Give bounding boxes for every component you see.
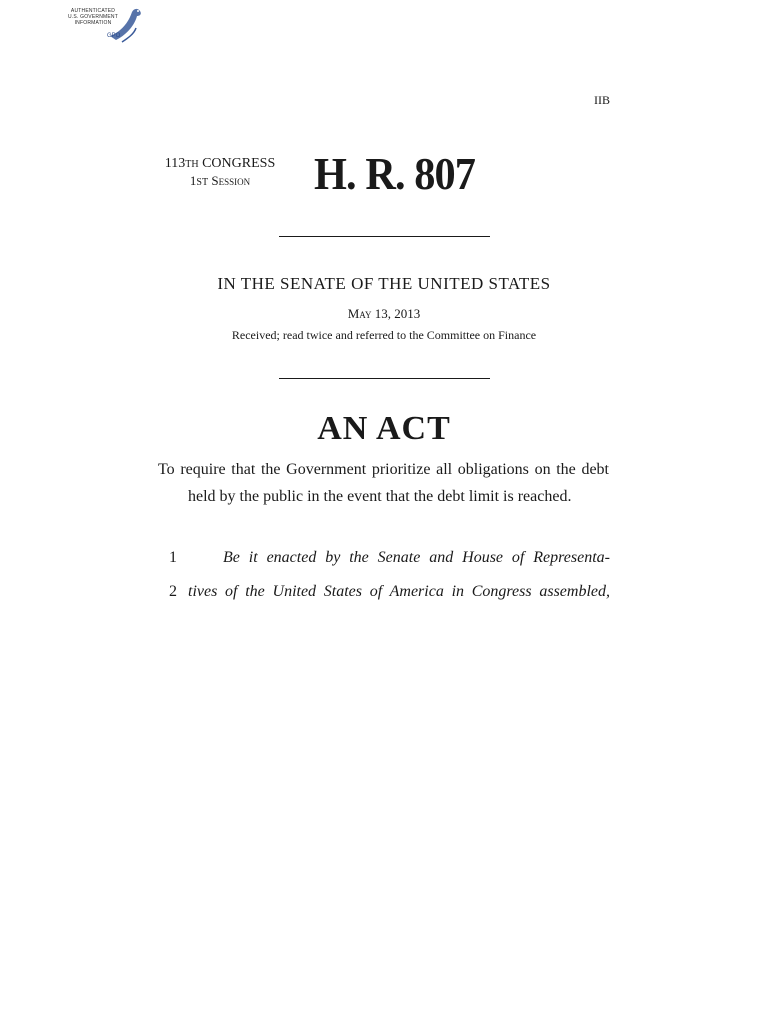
session-suffix: ST — [196, 177, 209, 188]
logo-text-line-3: INFORMATION — [74, 20, 112, 26]
action-date: May 13, 2013 — [347, 306, 421, 321]
line-number: 1 — [169, 549, 177, 566]
bill-number: H. R. 807 — [314, 148, 475, 199]
congress-line — [150, 156, 290, 173]
purpose-clause: To require that the Government prioritize all obligations on the debt held by the public in the event that the debt limit is reached. — [158, 461, 609, 505]
line-text: Be it enacted by the Senate and House of Representa- — [223, 549, 610, 566]
logo-text-line-1: AUTHENTICATED — [70, 8, 116, 14]
congress-number: 113 — [164, 156, 186, 171]
divider-rule-bottom — [279, 378, 490, 379]
session-word: Session — [211, 173, 251, 188]
action-text: Received; read twice and referred to the Committee on Finance — [231, 328, 537, 342]
document-type-heading: AN ACT — [317, 410, 451, 447]
logo-gpo-mark: GPO — [107, 33, 121, 39]
congress-suffix: TH — [185, 159, 199, 170]
body-line — [150, 549, 610, 571]
line-text: tives of the United States of America in Congress assembled, — [188, 583, 610, 600]
congress-word: CONGRESS — [202, 156, 276, 171]
logo-text-line-2: U.S. GOVERNMENT — [68, 14, 118, 20]
body-line — [150, 583, 610, 605]
line-number: 2 — [169, 583, 177, 600]
session-number: 1 — [189, 173, 197, 188]
congress-session-block — [150, 156, 290, 191]
document-code: IIB — [594, 93, 610, 107]
gpo-authentication-logo — [62, 6, 146, 48]
divider-rule-top — [279, 236, 490, 237]
chamber-heading: IN THE SENATE OF THE UNITED STATES — [217, 274, 551, 293]
eagle-icon — [102, 6, 146, 46]
session-line — [150, 173, 290, 191]
